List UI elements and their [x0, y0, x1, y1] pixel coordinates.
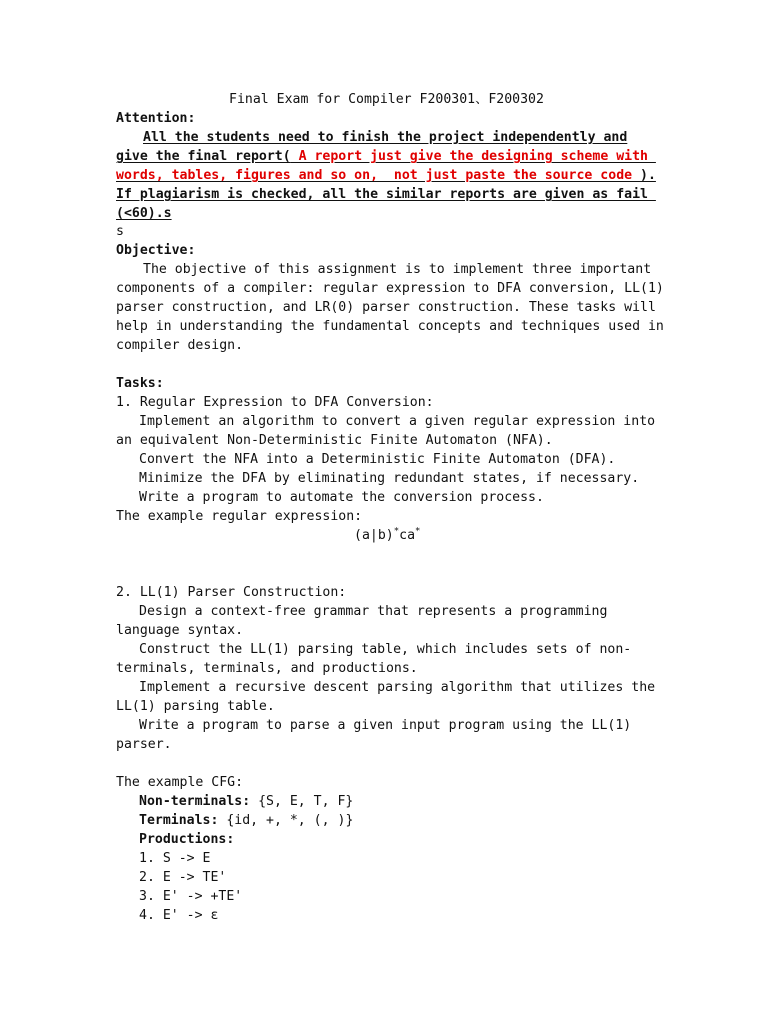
task-2-line: Construct the LL(1) parsing table, which includes sets of non- — [139, 642, 632, 657]
task-1-title: 1. Regular Expression to DFA Conversion: — [116, 395, 434, 410]
nonterminals-value: {S, E, T, F} — [250, 794, 354, 809]
tasks-heading: Tasks: — [116, 376, 164, 391]
task-1-line: Implement an algorithm to convert a given regular expression into — [139, 414, 656, 429]
objective-line: help in understanding the fundamental concepts and techniques used in — [116, 319, 664, 334]
attention-line-3 — [116, 166, 656, 185]
production-item: 3. E' -> +TE' — [139, 889, 243, 904]
regex-example — [354, 526, 420, 545]
attention-line-3-red: words, tables, figures and so on, not just paste the source code — [116, 168, 641, 183]
attention-line-6: s — [116, 224, 124, 239]
task-1-example-label: The example regular expression: — [116, 509, 363, 524]
task-1-line: Convert the NFA into a Deterministic Finite Automaton (DFA). — [139, 452, 616, 467]
attention-line-5: (<60).s — [116, 206, 172, 221]
document-title: Final Exam for Compiler F200301、F200302 — [229, 92, 544, 107]
attention-line-4: If plagiarism is checked, all the similar reports are given as fail — [116, 187, 656, 202]
production-item: 4. E' -> ε — [139, 908, 219, 923]
task-2-line: language syntax. — [116, 623, 244, 638]
objective-line: components of a compiler: regular expression to DFA conversion, LL(1) — [116, 281, 664, 296]
cfg-terminals — [139, 811, 353, 830]
task-1-line: Minimize the DFA by eliminating redundant states, if necessary. — [139, 471, 640, 486]
production-item: 1. S -> E — [139, 851, 211, 866]
terminals-label: Terminals: — [139, 813, 219, 828]
cfg-nonterminals — [139, 792, 353, 811]
attention-line-2-red: A report just give the designing scheme with — [290, 149, 656, 164]
task-2-title: 2. LL(1) Parser Construction: — [116, 585, 347, 600]
productions-label: Productions: — [139, 832, 235, 847]
task-2-line: LL(1) parsing table. — [116, 699, 275, 714]
task-1-line: an equivalent Non-Deterministic Finite Automaton (NFA). — [116, 433, 553, 448]
production-item: 2. E -> TE' — [139, 870, 227, 885]
task-1-line: Write a program to automate the conversion process. — [139, 490, 544, 505]
task-2-line: Write a program to parse a given input program using the LL(1) — [139, 718, 632, 733]
objective-line: compiler design. — [116, 338, 244, 353]
objective-line: parser construction, and LR(0) parser construction. These tasks will — [116, 300, 656, 315]
regex-part-2: ca — [399, 528, 416, 543]
regex-sup-1: * — [393, 526, 400, 537]
objective-line: The objective of this assignment is to implement three important — [143, 262, 652, 277]
attention-line-2-text: give the final report( — [116, 149, 291, 164]
task-2-line: parser. — [116, 737, 172, 752]
attention-heading: Attention: — [116, 111, 196, 126]
regex-sup-2: * — [415, 526, 421, 537]
nonterminals-label: Non-terminals: — [139, 794, 251, 809]
task-2-line: Design a context-free grammar that represents a programming — [139, 604, 608, 619]
cfg-example-label: The example CFG: — [116, 775, 244, 790]
objective-heading: Objective: — [116, 243, 196, 258]
attention-line-2 — [116, 147, 656, 166]
terminals-value: {id, +, *, (, )} — [218, 813, 354, 828]
task-2-line: terminals, terminals, and productions. — [116, 661, 418, 676]
regex-part-1: (a|b) — [354, 528, 394, 543]
attention-line-3-end: ). — [640, 168, 656, 183]
attention-line-1: All the students need to finish the project independently and — [143, 130, 628, 145]
task-2-line: Implement a recursive descent parsing algorithm that utilizes the — [139, 680, 656, 695]
